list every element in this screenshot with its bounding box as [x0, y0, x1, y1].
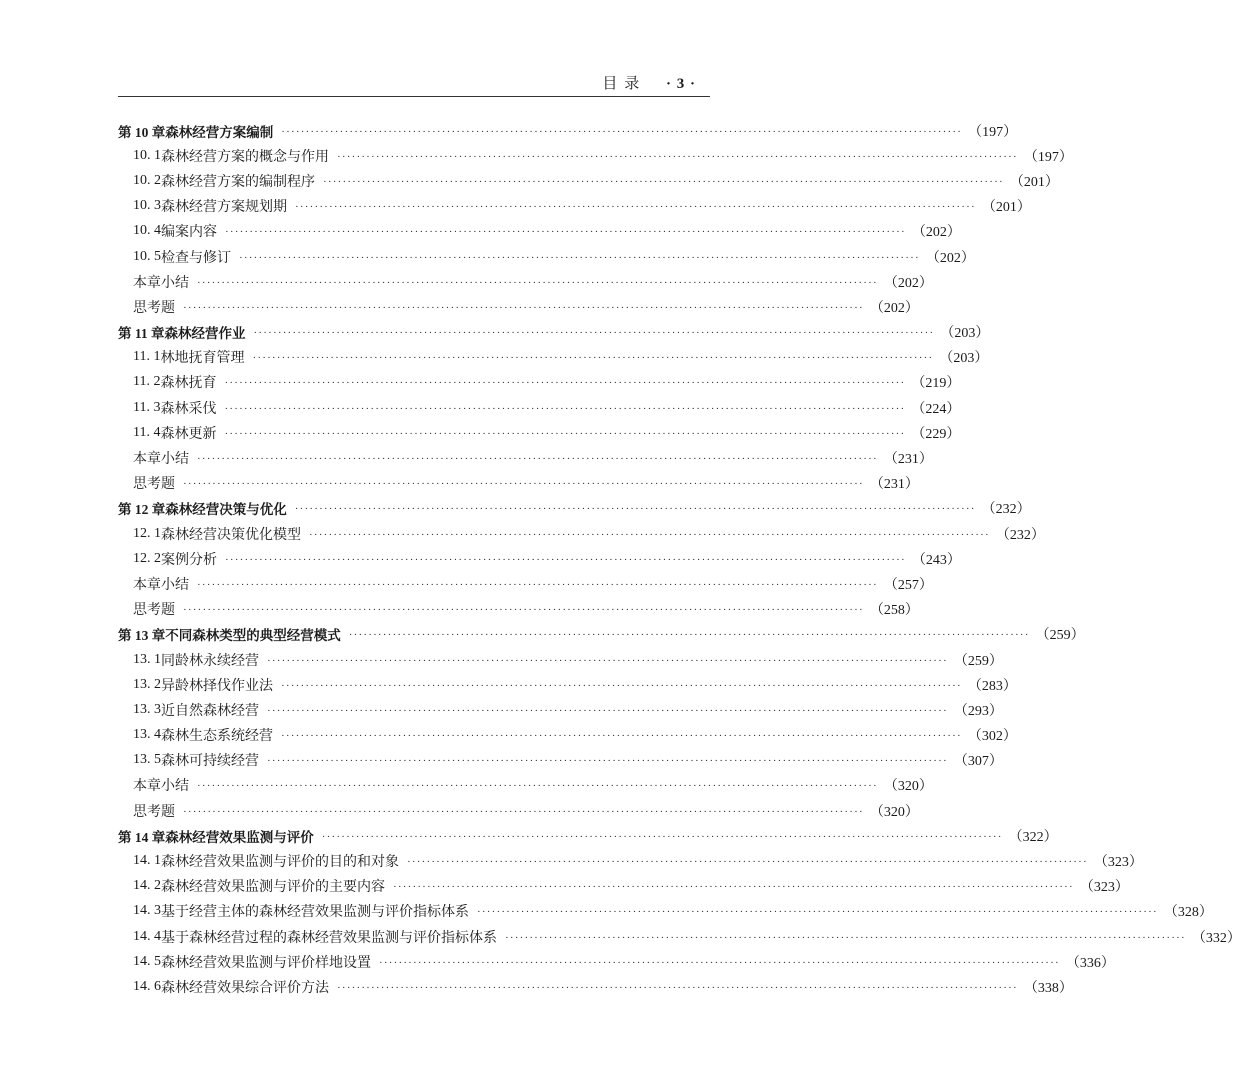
- toc-entry-number: 10. 2: [133, 172, 161, 188]
- toc-entry-title: 本章小结: [133, 778, 189, 795]
- toc-entry-title: 森林经营效果监测与评价的主要内容: [161, 879, 385, 896]
- toc-leader-dots: ············································································································································: [267, 704, 948, 717]
- toc-entry-number: 第 10 章: [118, 124, 166, 140]
- toc-leader-dots: ············································································································································: [225, 553, 906, 566]
- toc-leader-dots: ············································································································································: [321, 830, 1003, 843]
- toc-entry-page: （197）: [1023, 149, 1073, 165]
- toc-entry-page: （203）: [940, 326, 990, 342]
- toc-entry-number: 10. 5: [133, 248, 161, 264]
- toc-entry-title: 思考题: [133, 602, 175, 619]
- toc-entry-section[interactable]: [118, 521, 1045, 546]
- toc-entry-misc[interactable]: [118, 269, 933, 294]
- toc-entry-page: （231）: [883, 452, 933, 468]
- toc-entry-number: 11. 1: [133, 349, 161, 365]
- toc-entry-misc[interactable]: [118, 471, 919, 496]
- toc-leader-dots: ············································································································································: [294, 503, 976, 516]
- toc-entry-chapter[interactable]: [118, 622, 1085, 647]
- toc-entry-page: （323）: [1093, 855, 1143, 871]
- toc-leader-dots: ············································································································································: [337, 150, 1018, 163]
- toc-entry-misc[interactable]: [118, 445, 933, 470]
- toc-entry-title: 森林经营方案的编制程序: [161, 173, 315, 190]
- toc-entry-page: （328）: [1163, 905, 1213, 921]
- toc-entry-number: 13. 2: [133, 676, 161, 692]
- toc-leader-dots: ············································································································································: [239, 251, 920, 264]
- toc-entry-page: （231）: [869, 477, 919, 493]
- toc-entry-title: 异龄林择伐作业法: [161, 677, 273, 694]
- toc-entry-title: 森林经营效果监测与评价的目的和对象: [161, 854, 399, 871]
- toc-entry-number: 第 12 章: [118, 502, 166, 518]
- toc-entry-page: （258）: [869, 603, 919, 619]
- toc-leader-dots: ············································································································································: [295, 201, 976, 214]
- toc-entry-title: 森林经营效果综合评价方法: [161, 979, 329, 996]
- toc-entry-title: 森林更新: [160, 425, 217, 442]
- toc-entry-title: 基于经营主体的森林经营效果监测与评价指标体系: [161, 904, 469, 921]
- toc-entry-page: （323）: [1079, 880, 1129, 896]
- toc-entry-title: 同龄林永续经营: [161, 652, 259, 669]
- toc-entry-number: 10. 3: [133, 198, 161, 214]
- toc-entry-section[interactable]: [118, 848, 1143, 873]
- toc-entry-number: 第 14 章: [118, 829, 166, 845]
- toc-entry-title: 思考题: [133, 299, 175, 316]
- toc-leader-dots: ············································································································································: [393, 881, 1074, 894]
- toc-entry-title: 林地抚育管理: [160, 350, 245, 367]
- toc-leader-dots: ············································································································································: [281, 679, 962, 692]
- toc-entry-section[interactable]: [118, 395, 961, 420]
- toc-leader-dots: ············································································································································: [252, 352, 934, 365]
- toc-entry-page: （202）: [869, 300, 919, 316]
- toc-entry-number: 14. 6: [133, 978, 161, 994]
- header-title: 目 录: [602, 74, 641, 92]
- toc-entry-title: 基于森林经营过程的森林经营效果监测与评价指标体系: [161, 929, 497, 946]
- toc-entry-section[interactable]: [118, 974, 1073, 999]
- toc-entry-section[interactable]: [118, 345, 989, 370]
- toc-leader-dots: ············································································································································: [183, 604, 864, 617]
- toc-entry-page: （257）: [883, 577, 933, 593]
- toc-entry-section[interactable]: [118, 194, 1031, 219]
- toc-entry-chapter[interactable]: [118, 118, 1018, 143]
- toc-leader-dots: ············································································································································: [197, 780, 878, 793]
- toc-leader-dots: ············································································································································: [323, 175, 1004, 188]
- toc-entry-number: 11. 4: [133, 424, 161, 440]
- toc-leader-dots: ············································································································································: [224, 402, 906, 415]
- toc-entry-number: 11. 2: [133, 374, 161, 390]
- toc-entry-page: （283）: [967, 678, 1017, 694]
- toc-entry-number: 10. 1: [133, 147, 161, 163]
- toc-entry-title: 森林经营决策与优化: [165, 502, 287, 519]
- toc-entry-title: 森林采伐: [160, 400, 217, 417]
- toc-entry-page: （307）: [953, 754, 1003, 770]
- toc-entry-section[interactable]: [118, 219, 961, 244]
- toc-entry-section[interactable]: [118, 723, 1017, 748]
- toc-leader-dots: ············································································································································: [267, 654, 948, 667]
- toc-entry-number: 14. 4: [133, 928, 161, 944]
- toc-entry-page: （201）: [1009, 174, 1059, 190]
- toc-entry-page: （336）: [1065, 955, 1115, 971]
- toc-entry-title: 案例分析: [161, 551, 217, 568]
- toc-entry-page: （229）: [911, 426, 961, 442]
- toc-leader-dots: ············································································································································: [197, 276, 878, 289]
- toc-entry-title: 思考题: [133, 476, 175, 493]
- toc-leader-dots: ············································································································································: [281, 730, 962, 743]
- toc-leader-dots: ············································································································································: [183, 301, 864, 314]
- toc-entry-title: 森林经营效果监测与评价: [165, 829, 314, 846]
- toc-entry-title: 森林生态系统经营: [161, 728, 273, 745]
- toc-entry-misc[interactable]: [118, 773, 933, 798]
- toc-entry-section[interactable]: [118, 546, 961, 571]
- page-header: [118, 70, 710, 97]
- toc-entry-page: （259）: [1035, 628, 1085, 644]
- toc-entry-title: 森林抚育: [160, 375, 217, 392]
- toc-entry-section[interactable]: [118, 748, 1003, 773]
- toc-entry-number: 13. 1: [133, 651, 161, 667]
- toc-entry-title: 森林经营作业: [164, 326, 246, 343]
- toc-entry-section[interactable]: [118, 244, 975, 269]
- toc-entry-section[interactable]: [118, 647, 1003, 672]
- toc-entry-number: 第 13 章: [118, 628, 166, 644]
- toc-leader-dots: ············································································································································: [197, 578, 878, 591]
- toc-entry-title: 近自然森林经营: [161, 702, 259, 719]
- toc-entry-section[interactable]: [118, 697, 1003, 722]
- toc-entry-section[interactable]: [118, 370, 961, 395]
- toc-entry-title: 森林可持续经营: [161, 753, 259, 770]
- toc-leader-dots: ············································································································································: [197, 453, 878, 466]
- toc-entry-misc[interactable]: [118, 294, 919, 319]
- toc-entry-page: （320）: [883, 779, 933, 795]
- toc-leader-dots: ············································································································································: [267, 755, 948, 768]
- toc-entry-page: （224）: [911, 401, 961, 417]
- toc-entry-number: 14. 3: [133, 903, 161, 919]
- toc-entry-number: 10. 4: [133, 223, 161, 239]
- toc-entry-section[interactable]: [118, 874, 1129, 899]
- toc-entry-page: （219）: [911, 376, 961, 392]
- header-text: [602, 72, 696, 93]
- toc-leader-dots: ············································································································································: [348, 629, 1030, 642]
- toc-entry-page: （320）: [869, 804, 919, 820]
- toc-leader-dots: ············································································································································: [337, 981, 1018, 994]
- toc-leader-dots: ············································································································································: [253, 327, 935, 340]
- toc-entry-section[interactable]: [118, 924, 1241, 949]
- toc-entry-title: 检查与修订: [161, 249, 231, 266]
- toc-leader-dots: ············································································································································: [224, 427, 906, 440]
- toc-entry-number: 13. 3: [133, 701, 161, 717]
- toc-entry-title: 本章小结: [133, 274, 189, 291]
- toc-entry-title: 森林经营决策优化模型: [161, 526, 301, 543]
- toc-entry-number: 14. 5: [133, 953, 161, 969]
- toc-leader-dots: ············································································································································: [505, 931, 1186, 944]
- toc-leader-dots: ············································································································································: [309, 528, 990, 541]
- toc-entry-page: （293）: [953, 703, 1003, 719]
- toc-entry-title: 森林经营方案编制: [165, 124, 274, 141]
- toc-entry-misc[interactable]: [118, 571, 933, 596]
- toc-leader-dots: ············································································································································: [281, 125, 963, 138]
- table-of-contents: [118, 118, 1241, 1000]
- toc-entry-section[interactable]: [118, 168, 1059, 193]
- toc-entry-section[interactable]: [118, 899, 1213, 924]
- toc-entry-page: （259）: [953, 653, 1003, 669]
- toc-entry-misc[interactable]: [118, 798, 919, 823]
- toc-entry-section[interactable]: [118, 143, 1073, 168]
- toc-entry-section[interactable]: [118, 949, 1115, 974]
- toc-entry-title: 本章小结: [133, 451, 189, 468]
- toc-entry-chapter[interactable]: [118, 823, 1058, 848]
- toc-entry-number: 13. 5: [133, 752, 161, 768]
- toc-entry-number: 14. 1: [133, 853, 161, 869]
- toc-entry-page: （203）: [939, 351, 989, 367]
- toc-entry-title: 森林经营方案的概念与作用: [161, 148, 329, 165]
- toc-leader-dots: ············································································································································: [477, 906, 1158, 919]
- toc-entry-page: （338）: [1023, 980, 1073, 996]
- toc-entry-number: 12. 2: [133, 550, 161, 566]
- toc-entry-section[interactable]: [118, 420, 961, 445]
- toc-entry-misc[interactable]: [118, 597, 919, 622]
- toc-entry-title: 思考题: [133, 803, 175, 820]
- toc-leader-dots: ············································································································································: [379, 956, 1060, 969]
- toc-leader-dots: ············································································································································: [407, 856, 1088, 869]
- toc-entry-section[interactable]: [118, 672, 1017, 697]
- toc-entry-title: 本章小结: [133, 576, 189, 593]
- toc-leader-dots: ············································································································································: [183, 805, 864, 818]
- toc-entry-page: （332）: [1191, 930, 1241, 946]
- toc-entry-number: 13. 4: [133, 727, 161, 743]
- toc-entry-page: （202）: [883, 275, 933, 291]
- toc-entry-chapter[interactable]: [118, 496, 1031, 521]
- toc-entry-page: （302）: [967, 729, 1017, 745]
- toc-entry-page: （243）: [911, 552, 961, 568]
- toc-leader-dots: ············································································································································: [224, 377, 906, 390]
- toc-entry-page: （197）: [968, 124, 1018, 140]
- toc-entry-number: 第 11 章: [118, 326, 165, 342]
- toc-entry-page: （232）: [981, 502, 1031, 518]
- toc-entry-number: 12. 1: [133, 525, 161, 541]
- toc-entry-title: 编案内容: [161, 224, 217, 241]
- toc-entry-page: （202）: [911, 225, 961, 241]
- toc-entry-page: （201）: [981, 200, 1031, 216]
- toc-entry-title: 不同森林类型的典型经营模式: [165, 628, 341, 645]
- toc-entry-page: （322）: [1008, 829, 1058, 845]
- toc-entry-number: 11. 3: [133, 399, 161, 415]
- toc-entry-title: 森林经营效果监测与评价样地设置: [161, 954, 371, 971]
- toc-entry-page: （202）: [925, 250, 975, 266]
- header-page-number: · 3 ·: [665, 76, 696, 92]
- toc-entry-page: （232）: [995, 527, 1045, 543]
- toc-leader-dots: ············································································································································: [183, 478, 864, 491]
- toc-entry-number: 14. 2: [133, 878, 161, 894]
- toc-entry-title: 森林经营方案规划期: [161, 199, 287, 216]
- toc-entry-chapter[interactable]: [118, 320, 990, 345]
- toc-leader-dots: ············································································································································: [225, 226, 906, 239]
